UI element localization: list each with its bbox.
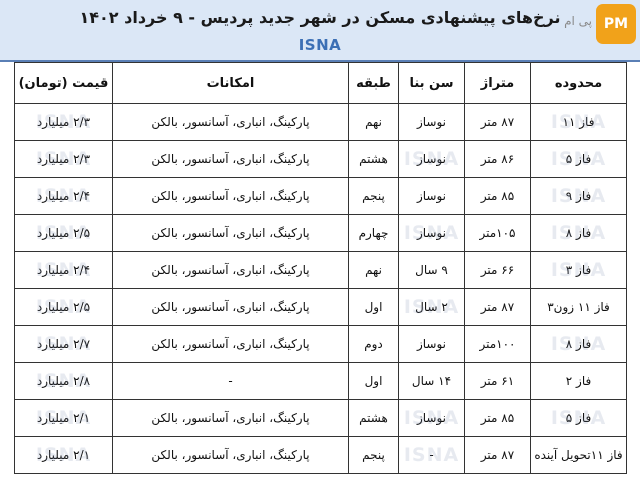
table-row — [15, 326, 627, 363]
cell-price: ۲/۳ میلیارد ISNA — [15, 141, 113, 178]
cell-amenities: پارکینگ، انباری، آسانسور، بالکن — [113, 326, 349, 363]
cell-price: ۲/۱ میلیارد ISNA — [15, 400, 113, 437]
source-label: ISNA — [298, 36, 342, 54]
cell-area: فاز ۵ ISNA — [531, 141, 627, 178]
cell-price: ۲/۵ میلیارد ISNA — [15, 289, 113, 326]
cell-price: ۲/۷ میلیارد ISNA — [15, 326, 113, 363]
table-header-row — [15, 63, 627, 104]
cell-size: ۶۶ متر — [465, 252, 531, 289]
logo-text: پی ام — [564, 14, 592, 28]
cell-price: ۲/۳ میلیارد ISNA — [15, 104, 113, 141]
cell-size: ۸۷ متر — [465, 104, 531, 141]
cell-amenities: پارکینگ، انباری، آسانسور، بالکن — [113, 215, 349, 252]
cell-floor: دوم — [349, 326, 399, 363]
cell-area: فاز ۱۱ ISNA — [531, 104, 627, 141]
cell-area: فاز ۲ — [531, 363, 627, 400]
cell-amenities: - — [113, 363, 349, 400]
cell-floor: اول — [349, 363, 399, 400]
cell-size: ۸۷ متر — [465, 289, 531, 326]
table-row — [15, 289, 627, 326]
price-table — [14, 62, 627, 474]
cell-floor: پنجم — [349, 178, 399, 215]
cell-size: ۱۰۵متر — [465, 215, 531, 252]
cell-price: ۲/۴ میلیارد ISNA — [15, 252, 113, 289]
cell-floor: هشتم — [349, 400, 399, 437]
column-header-age: سن بنا — [399, 63, 465, 104]
table-row — [15, 215, 627, 252]
cell-area: فاز ۸ ISNA — [531, 215, 627, 252]
column-header-area: محدوده — [531, 63, 627, 104]
cell-size: ۸۵ متر — [465, 178, 531, 215]
cell-floor: نهم — [349, 104, 399, 141]
cell-price: ۲/۸ میلیارد ISNA — [15, 363, 113, 400]
page-title: نرخ‌های پیشنهادی مسکن در شهر جدید پردیس - ۹ خرداد ۱۴۰۲ — [79, 8, 561, 27]
cell-area: فاز ۳ ISNA — [531, 252, 627, 289]
cell-floor: پنجم — [349, 437, 399, 474]
cell-area: فاز ۱۱ زون۳ — [531, 289, 627, 326]
cell-floor: اول — [349, 289, 399, 326]
table-row — [15, 363, 627, 400]
cell-age: ۱۴ سال — [399, 363, 465, 400]
cell-age: نوساز ISNA — [399, 400, 465, 437]
logo-badge: PM — [596, 4, 636, 44]
cell-floor: هشتم — [349, 141, 399, 178]
table-row — [15, 141, 627, 178]
table-row — [15, 104, 627, 141]
cell-area: فاز ۵ ISNA — [531, 400, 627, 437]
column-header-size: متراژ — [465, 63, 531, 104]
cell-price: ۲/۱ میلیارد ISNA — [15, 437, 113, 474]
table-row — [15, 437, 627, 474]
cell-amenities: پارکینگ، انباری، آسانسور، بالکن — [113, 437, 349, 474]
cell-age: نوساز — [399, 178, 465, 215]
cell-area: فاز ۸ ISNA — [531, 326, 627, 363]
table-row — [15, 178, 627, 215]
column-header-floor: طبقه — [349, 63, 399, 104]
cell-amenities: پارکینگ، انباری، آسانسور، بالکن — [113, 141, 349, 178]
cell-size: ۶۱ متر — [465, 363, 531, 400]
cell-size: ۸۵ متر — [465, 400, 531, 437]
cell-amenities: پارکینگ، انباری، آسانسور، بالکن — [113, 178, 349, 215]
cell-age: ۲ سال ISNA — [399, 289, 465, 326]
page-header — [0, 0, 640, 62]
table-row — [15, 252, 627, 289]
cell-floor: چهارم — [349, 215, 399, 252]
cell-age: نوساز ISNA — [399, 215, 465, 252]
cell-floor: نهم — [349, 252, 399, 289]
cell-amenities: پارکینگ، انباری، آسانسور، بالکن — [113, 252, 349, 289]
cell-price: ۲/۵ میلیارد ISNA — [15, 215, 113, 252]
column-header-amenities: امکانات — [113, 63, 349, 104]
column-header-price: قیمت (تومان) — [15, 63, 113, 104]
cell-size: ۱۰۰متر — [465, 326, 531, 363]
table-row — [15, 400, 627, 437]
cell-area: فاز ۱۱تحویل آینده — [531, 437, 627, 474]
cell-age: نوساز ISNA — [399, 141, 465, 178]
cell-age: - ISNA — [399, 437, 465, 474]
cell-age: ۹ سال — [399, 252, 465, 289]
cell-size: ۸۷ متر — [465, 437, 531, 474]
cell-amenities: پارکینگ، انباری، آسانسور، بالکن — [113, 104, 349, 141]
cell-price: ۲/۴ میلیارد ISNA — [15, 178, 113, 215]
cell-age: نوساز — [399, 326, 465, 363]
cell-size: ۸۶ متر — [465, 141, 531, 178]
cell-age: نوساز — [399, 104, 465, 141]
cell-amenities: پارکینگ، انباری، آسانسور، بالکن — [113, 289, 349, 326]
cell-amenities: پارکینگ، انباری، آسانسور، بالکن — [113, 400, 349, 437]
cell-area: فاز ۹ ISNA — [531, 178, 627, 215]
